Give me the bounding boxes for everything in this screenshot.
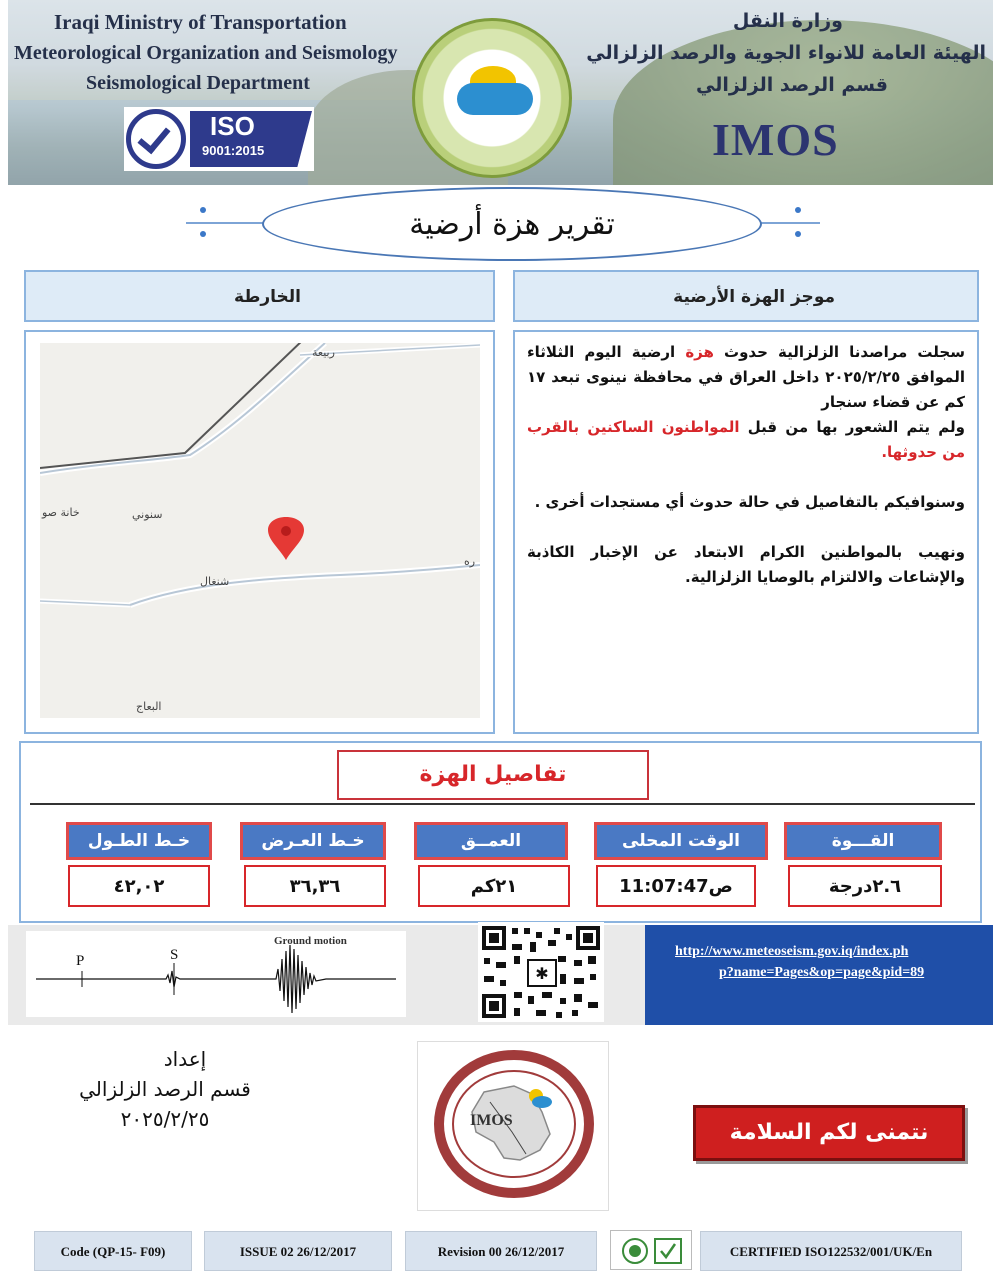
- latitude-label: خـط العـرض: [240, 822, 386, 860]
- map-roads: [40, 343, 480, 718]
- decor-dots-left: [200, 207, 206, 255]
- map-pin-icon[interactable]: [265, 516, 307, 562]
- qr-code[interactable]: [478, 922, 604, 1022]
- organization-name-en: Meteorological Organization and Seismology: [14, 42, 398, 64]
- seismology-logo-text: IMOS: [470, 1112, 513, 1129]
- map-place-label: ره: [464, 555, 476, 568]
- summary-paragraph-4: ونهيب بالمواطنين الكرام الابتعاد عن الإخبار الكاذبة والإشاعات والالتزام بالوصايا الزلزالية.: [527, 543, 965, 586]
- qr-code-icon: [478, 922, 604, 1022]
- footer-code: Code (QP-15- F09): [34, 1231, 192, 1271]
- magnitude-value: ٢.٦درجة: [788, 865, 942, 907]
- longitude-value: ٤٢,٠٢: [68, 865, 210, 907]
- latitude-value: ٣٦,٣٦: [244, 865, 386, 907]
- iso-certification-badge: [124, 107, 314, 171]
- summary-paragraph-3: وسنوافيكم بالتفاصيل في حالة حدوث أي مستجدات أخرى .: [534, 493, 965, 511]
- seismogram-title: Ground motion: [274, 935, 347, 947]
- website-band: [645, 925, 993, 1025]
- svg-text:✱: ✱: [535, 964, 549, 983]
- prepared-by-label: إعداد: [163, 1047, 207, 1071]
- website-link[interactable]: [675, 941, 975, 983]
- website-url-line1: http://www.meteoseism.gov.iq/index.ph: [675, 944, 909, 959]
- p-wave-label: P: [76, 953, 85, 969]
- iso-label: ISO: [210, 111, 255, 141]
- map-place-label: سنوني: [132, 508, 163, 521]
- ministry-name-en: Iraqi Ministry of Transportation: [54, 10, 347, 34]
- magnitude-label: القـــوة: [784, 822, 942, 860]
- epicenter-map[interactable]: [40, 343, 480, 718]
- organization-logo: [412, 18, 572, 178]
- details-divider: [30, 803, 975, 805]
- decor-dots-right: [795, 207, 801, 255]
- summary-paragraph-2: ولم يتم الشعور بها من قبل المواطنون الساكنين بالقرب من حدوثها.: [527, 418, 965, 461]
- department-name-ar: قسم الرصد الزلزالي: [696, 74, 888, 96]
- details-heading: تفاصيل الهزة: [337, 750, 649, 800]
- report-date: ٢٠٢٥/٢/٢٥: [120, 1107, 210, 1131]
- safety-message: نتمنى لكم السلامة: [693, 1105, 965, 1161]
- ministry-name-ar: وزارة النقل: [732, 10, 843, 32]
- depth-label: العمــق: [414, 822, 568, 860]
- depth-value: ٢١كم: [418, 865, 570, 907]
- department-name-en: Seismological Department: [86, 72, 310, 94]
- report-title-frame: [262, 187, 762, 261]
- cloud-icon: [457, 83, 533, 115]
- certification-seal-icon: [126, 109, 186, 169]
- waveform-trace: [26, 931, 406, 1017]
- footer-revision: Revision 00 26/12/2017: [405, 1231, 597, 1271]
- footer-certified: CERTIFIED ISO122532/001/UK/En: [700, 1231, 962, 1271]
- map-place-label: البعاج: [136, 700, 162, 713]
- prepared-by-department: قسم الرصد الزلزالي: [79, 1077, 251, 1101]
- prepared-by-block: [60, 1044, 270, 1134]
- certification-marks-icon: [611, 1231, 693, 1271]
- map-heading-text: الخارطة: [234, 287, 301, 307]
- s-wave-label: S: [170, 947, 179, 963]
- report-title: تقرير هزة أرضية: [409, 207, 615, 242]
- map-place-label: ربيعة: [312, 346, 335, 359]
- divider-line: [186, 222, 266, 224]
- summary-text: [527, 340, 965, 590]
- summary-heading: [513, 270, 979, 322]
- summary-heading-text: موجز الهزة الأرضية: [673, 287, 835, 307]
- map-place-label: شنغال: [200, 575, 230, 588]
- iso-number: 9001:2015: [202, 143, 265, 158]
- local-time-label: الوقت المحلى: [594, 822, 768, 860]
- footer-issue: ISSUE 02 26/12/2017: [204, 1231, 392, 1271]
- summary-paragraph-1: سجلت مراصدنا الزلزالية حدوث هزة ارضية اليوم الثلاثاء الموافق ٢٠٢٥/٢/٢٥ داخل العراق في محافظة نينوى تبعد ١٧ كم عن قضاء سنجار: [527, 343, 965, 411]
- longitude-label: خـط الطـول: [66, 822, 212, 860]
- website-url-line2: p?name=Pages&op=page&pid=89: [719, 965, 925, 980]
- organization-name-ar: الهيئة العامة للانواء الجوية والرصد الزلزالي: [586, 42, 986, 64]
- map-place-label: خانة صو: [42, 506, 80, 519]
- local-time-value: 11:07:47ص: [596, 865, 756, 907]
- divider-line: [760, 222, 820, 224]
- imos-acronym: IMOS: [712, 114, 839, 165]
- map-heading: [24, 270, 495, 322]
- certification-icons: [610, 1230, 692, 1270]
- seismogram-image: [26, 931, 406, 1017]
